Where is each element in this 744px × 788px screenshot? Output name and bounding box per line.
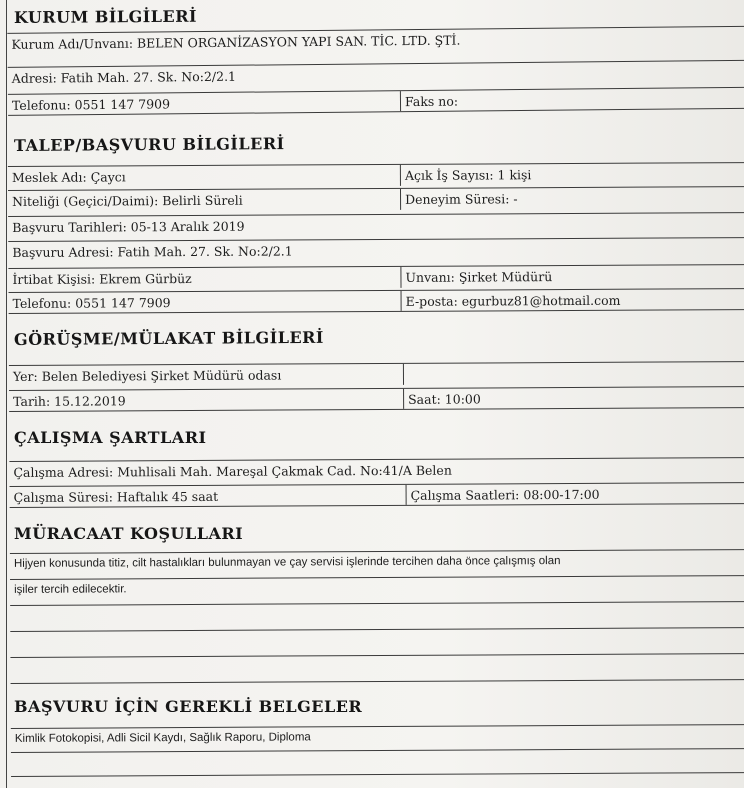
kurum-adres: Adresi: Fatih Mah. 27. Sk. No:2/2.1 [11,68,237,86]
section-title-calisma: ÇALIŞMA ŞARTLARI [14,428,207,447]
rule-line [11,772,744,777]
basvuru-adresi: Başvuru Adresi: Fatih Mah. 27. Sk. No:2/2.1 [12,243,293,260]
niteligi: Niteliği (Geçici/Daimi): Belirli Süreli [12,192,243,209]
kurum-adi: Kurum Adı/Unvanı: BELEN ORGANİZASYON YAPI SAN. TİC. LTD. ŞTİ. [11,32,461,52]
meslek-adi: Meslek Adı: Çaycı [11,169,126,185]
calisma-saatleri: Çalışma Saatleri: 08:00-17:00 [406,483,744,505]
row-belgeler-1 [11,724,744,750]
section-title-talep: TALEP/BAŞVURU BİLGİLERİ [13,134,285,155]
talep-eposta: E-posta: egurbuz81@hotmail.com [401,289,744,311]
gorusme-saat: Saat: 10:00 [403,387,744,409]
section-title-belgeler: BAŞVURU İÇİN GEREKLİ BELGELER [14,697,363,716]
calisma-adresi: Çalışma Adresi: Muhlisali Mah. Mareşal Çakmak Cad. No:41/A Belen [13,462,452,480]
deneyim-suresi: Deneyim Süresi: - [400,187,744,210]
muracaat-line-1: Hijyen konusunda titiz, cilt hastalıkları bulunmayan ve çay servisi işlerinde tercihen daha önce çalışmış olan [13,555,561,570]
section-title-kurum: KURUM BİLGİLERİ [13,6,198,27]
acik-is-sayisi: Açık İş Sayısı: 1 kişi [400,163,744,186]
section-title-muracaat: MÜRACAAT KOŞULLARI [14,524,244,543]
kurum-telefon: Telefonu: 0551 147 7909 [11,96,171,113]
talep-telefon: Telefonu: 0551 147 7909 [12,295,171,311]
belgeler-line-1: Kimlik Fotokopisi, Adli Sicil Kaydı, Sağlık Raporu, Diploma [14,731,311,745]
muracaat-line-2: işiler tercih edilecektir. [14,583,127,596]
kurum-faks: Faks no: [400,88,744,111]
irtibat-kisisi: İrtibat Kişisi: Ekrem Gürbüz [12,270,192,287]
calisma-suresi: Çalışma Süresi: Haftalık 45 saat [13,488,219,505]
basvuru-tarihleri: Başvuru Tarihleri: 05-13 Aralık 2019 [12,218,245,235]
section-title-gorusme: GÖRÜŞME/MÜLAKAT BİLGİLERİ [13,327,324,349]
gorusme-tarih: Tarih: 15.12.2019 [13,393,126,409]
irtibat-unvani: Unvanı: Şirket Müdürü [400,265,744,288]
gorusme-yer: Yer: Belen Belediyesi Şirket Müdürü odası [12,367,282,384]
